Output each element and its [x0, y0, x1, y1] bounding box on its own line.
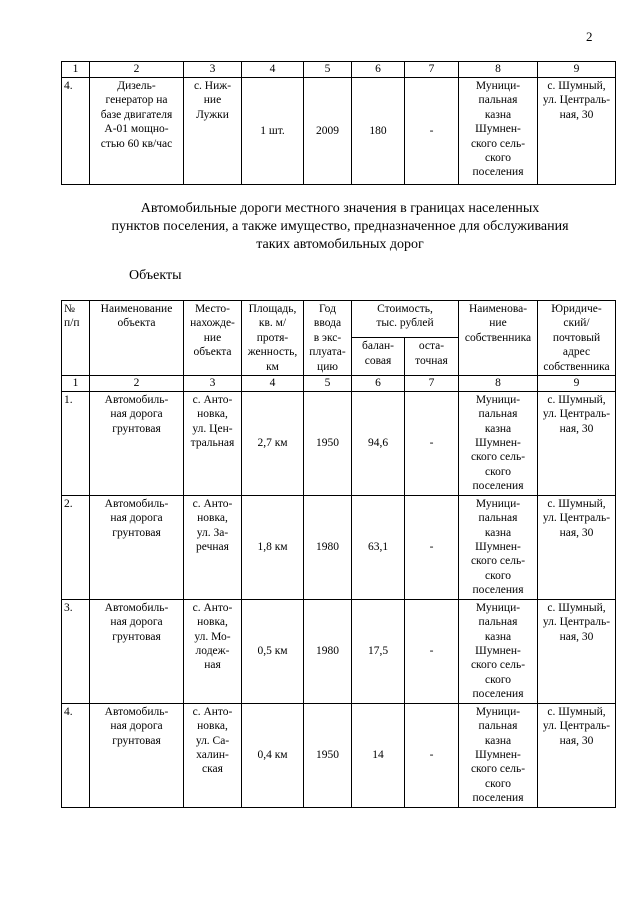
cell-year: 2009 [304, 78, 352, 185]
col-number: 3 [184, 375, 242, 391]
objects-label: Объекты [129, 268, 182, 283]
cell-residual: - [405, 599, 459, 703]
cell-name: Дизель- генератор на базе двигателя А-01 мощно- стью 60 кв/час [90, 78, 184, 185]
cell-balance: 17,5 [352, 599, 405, 703]
header-name: Наименование объекта [90, 301, 184, 376]
header-num: № п/п [62, 301, 90, 376]
cell-owner: Муници- пальная казна Шумнен- ского сель- ского поселения [459, 703, 538, 807]
cell-num: 2. [62, 495, 90, 599]
cell-num: 1. [62, 391, 90, 495]
header-row [62, 301, 616, 338]
table-row [62, 599, 616, 703]
cell-location: с. Анто- новка, ул. Мо- лодеж- ная [184, 599, 242, 703]
col-number: 2 [90, 375, 184, 391]
cell-residual: - [405, 391, 459, 495]
cell-num: 4. [62, 78, 90, 185]
col-number: 9 [538, 62, 616, 78]
column-number-row [62, 375, 616, 391]
header-cost: Стоимость, тыс. рублей [352, 301, 459, 338]
cell-num: 4. [62, 703, 90, 807]
cell-address: с. Шумный, ул. Централь- ная, 30 [538, 78, 616, 185]
header-residual: оста- точная [405, 338, 459, 375]
col-number: 6 [352, 375, 405, 391]
cell-owner: Муници- пальная казна Шумнен- ского сель- ского поселения [459, 495, 538, 599]
cell-name: Автомобиль- ная дорога грунтовая [90, 495, 184, 599]
col-number: 7 [405, 62, 459, 78]
cell-balance: 94,6 [352, 391, 405, 495]
col-number: 9 [538, 375, 616, 391]
cell-address: с. Шумный, ул. Централь- ная, 30 [538, 599, 616, 703]
cell-address: с. Шумный, ул. Централь- ная, 30 [538, 703, 616, 807]
header-address: Юридиче- ский/ почтовый адрес собственника [538, 301, 616, 376]
header-year: Год ввода в экс- плуата- цию [304, 301, 352, 376]
col-number: 8 [459, 375, 538, 391]
header-owner: Наименова- ние собственника [459, 301, 538, 376]
table-row [62, 391, 616, 495]
col-number: 8 [459, 62, 538, 78]
col-number: 1 [62, 375, 90, 391]
col-number: 5 [304, 375, 352, 391]
col-number: 3 [184, 62, 242, 78]
cell-area: 1,8 км [242, 495, 304, 599]
cell-num: 3. [62, 599, 90, 703]
table-row [62, 703, 616, 807]
cell-name: Автомобиль- ная дорога грунтовая [90, 599, 184, 703]
cell-owner: Муници- пальная казна Шумнен- ского сель- ского поселения [459, 78, 538, 185]
col-number: 6 [352, 62, 405, 78]
table-row [62, 78, 616, 185]
roads-table [61, 300, 616, 808]
cell-balance: 180 [352, 78, 405, 185]
cell-area: 0,4 км [242, 703, 304, 807]
cell-year: 1950 [304, 391, 352, 495]
equipment-table [61, 61, 616, 185]
table-row [62, 495, 616, 599]
col-number: 1 [62, 62, 90, 78]
cell-year: 1980 [304, 495, 352, 599]
cell-address: с. Шумный, ул. Централь- ная, 30 [538, 495, 616, 599]
cell-residual: - [405, 703, 459, 807]
page-number: 2 [586, 29, 593, 44]
cell-balance: 14 [352, 703, 405, 807]
cell-area: 0,5 км [242, 599, 304, 703]
cell-name: Автомобиль- ная дорога грунтовая [90, 703, 184, 807]
cell-location: с. Анто- новка, ул. Цен- тральная [184, 391, 242, 495]
column-number-row [62, 62, 616, 78]
header-location: Место- нахожде- ние объекта [184, 301, 242, 376]
col-number: 4 [242, 375, 304, 391]
cell-address: с. Шумный, ул. Централь- ная, 30 [538, 391, 616, 495]
cell-residual: - [405, 78, 459, 185]
cell-balance: 63,1 [352, 495, 405, 599]
header-balance: балан- совая [352, 338, 405, 375]
cell-area: 2,7 км [242, 391, 304, 495]
col-number: 2 [90, 62, 184, 78]
cell-residual: - [405, 495, 459, 599]
col-number: 7 [405, 375, 459, 391]
cell-year: 1980 [304, 599, 352, 703]
cell-location: с. Анто- новка, ул. Са- халин- ская [184, 703, 242, 807]
cell-area: 1 шт. [242, 78, 304, 185]
cell-location: с. Анто- новка, ул. За- речная [184, 495, 242, 599]
cell-year: 1950 [304, 703, 352, 807]
col-number: 4 [242, 62, 304, 78]
cell-owner: Муници- пальная казна Шумнен- ского сель- ского поселения [459, 599, 538, 703]
cell-owner: Муници- пальная казна Шумнен- ского сель- ского поселения [459, 391, 538, 495]
section-title: Автомобильные дороги местного значения в границах населенных пунктов поселения, а также имущество, предназначенное для обслуживания таких автомобильных дорог [111, 201, 569, 252]
header-area: Площадь, кв. м/ протя- женность, км [242, 301, 304, 376]
cell-location: с. Ниж- ние Лужки [184, 78, 242, 185]
col-number: 5 [304, 62, 352, 78]
cell-name: Автомобиль- ная дорога грунтовая [90, 391, 184, 495]
